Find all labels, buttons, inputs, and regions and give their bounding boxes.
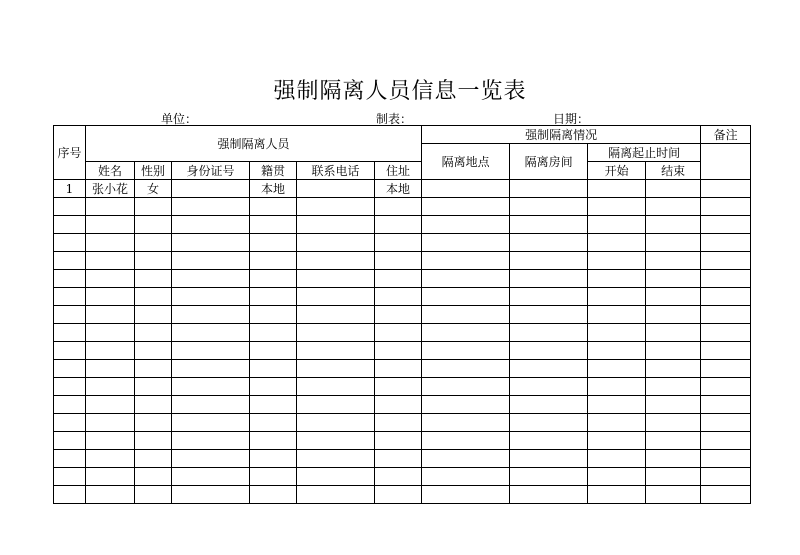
cell-isolation-place (422, 252, 510, 270)
cell-end (646, 378, 701, 396)
cell-native-place (250, 270, 297, 288)
cell-remarks (701, 378, 751, 396)
cell-id-number (172, 468, 250, 486)
table-row (54, 198, 751, 216)
cell-isolation-place (422, 270, 510, 288)
cell-start (588, 216, 646, 234)
cell-id-number (172, 324, 250, 342)
cell-isolation-place (422, 342, 510, 360)
cell-isolation-room (510, 378, 588, 396)
header-isolation-place: 隔离地点 (422, 144, 510, 180)
cell-name (86, 198, 135, 216)
cell-remarks (701, 432, 751, 450)
cell-gender (135, 324, 172, 342)
cell-seq (54, 324, 86, 342)
cell-isolation-room (510, 324, 588, 342)
cell-remarks (701, 216, 751, 234)
cell-id-number (172, 180, 250, 198)
header-remarks-blank (701, 144, 751, 180)
table-row (54, 468, 751, 486)
cell-native-place (250, 252, 297, 270)
table-row (54, 288, 751, 306)
cell-native-place: 本地 (250, 180, 297, 198)
table-row (54, 360, 751, 378)
header-start: 开始 (588, 162, 646, 180)
table-row (54, 486, 751, 504)
document-title: 强制隔离人员信息一览表 (273, 79, 527, 104)
cell-gender (135, 468, 172, 486)
cell-end (646, 450, 701, 468)
cell-start (588, 450, 646, 468)
cell-gender (135, 288, 172, 306)
cell-seq (54, 270, 86, 288)
cell-gender (135, 414, 172, 432)
cell-start (588, 234, 646, 252)
cell-end (646, 342, 701, 360)
cell-remarks (701, 198, 751, 216)
maker-label: 制表： (376, 112, 413, 126)
cell-isolation-room (510, 414, 588, 432)
cell-seq (54, 432, 86, 450)
cell-isolation-place (422, 180, 510, 198)
date-label: 日期： (553, 112, 590, 126)
cell-phone (297, 234, 375, 252)
header-name: 姓名 (86, 162, 135, 180)
cell-gender (135, 432, 172, 450)
cell-isolation-room (510, 252, 588, 270)
cell-isolation-place (422, 432, 510, 450)
cell-start (588, 360, 646, 378)
cell-isolation-room (510, 180, 588, 198)
cell-isolation-place (422, 378, 510, 396)
cell-address (375, 432, 422, 450)
cell-seq (54, 360, 86, 378)
cell-address (375, 342, 422, 360)
cell-name (86, 342, 135, 360)
cell-seq (54, 234, 86, 252)
cell-address (375, 270, 422, 288)
cell-remarks (701, 342, 751, 360)
cell-start (588, 432, 646, 450)
cell-gender (135, 486, 172, 504)
cell-name (86, 216, 135, 234)
cell-name (86, 396, 135, 414)
cell-start (588, 198, 646, 216)
cell-isolation-room (510, 270, 588, 288)
cell-phone (297, 378, 375, 396)
header-group-situation: 强制隔离情况 (422, 126, 701, 144)
cell-id-number (172, 288, 250, 306)
cell-seq (54, 468, 86, 486)
cell-native-place (250, 198, 297, 216)
cell-end (646, 468, 701, 486)
header-group-persons: 强制隔离人员 (86, 126, 422, 162)
cell-end (646, 234, 701, 252)
cell-isolation-place (422, 396, 510, 414)
cell-phone (297, 396, 375, 414)
header-phone: 联系电话 (297, 162, 375, 180)
cell-id-number (172, 378, 250, 396)
cell-name (86, 468, 135, 486)
cell-native-place (250, 234, 297, 252)
cell-isolation-room (510, 396, 588, 414)
cell-id-number (172, 234, 250, 252)
cell-remarks (701, 306, 751, 324)
cell-phone (297, 324, 375, 342)
cell-id-number (172, 360, 250, 378)
header-isolation-room: 隔离房间 (510, 144, 588, 180)
cell-end (646, 414, 701, 432)
cell-gender (135, 234, 172, 252)
table-row (54, 270, 751, 288)
table-row (54, 180, 751, 198)
cell-name (86, 234, 135, 252)
cell-isolation-place (422, 360, 510, 378)
cell-native-place (250, 414, 297, 432)
cell-name (86, 270, 135, 288)
cell-gender: 女 (135, 180, 172, 198)
cell-start (588, 468, 646, 486)
cell-address (375, 306, 422, 324)
cell-isolation-room (510, 450, 588, 468)
header-isolation-period: 隔离起止时间 (588, 144, 701, 162)
cell-start (588, 252, 646, 270)
cell-address (375, 486, 422, 504)
cell-phone (297, 432, 375, 450)
cell-name (86, 450, 135, 468)
cell-native-place (250, 306, 297, 324)
header-remarks: 备注 (701, 126, 751, 144)
cell-end (646, 306, 701, 324)
cell-isolation-room (510, 486, 588, 504)
cell-seq (54, 198, 86, 216)
cell-phone (297, 216, 375, 234)
cell-phone (297, 414, 375, 432)
cell-phone (297, 450, 375, 468)
cell-remarks (701, 252, 751, 270)
cell-end (646, 252, 701, 270)
cell-isolation-room (510, 216, 588, 234)
cell-address (375, 450, 422, 468)
cell-gender (135, 360, 172, 378)
cell-name (86, 486, 135, 504)
cell-seq (54, 396, 86, 414)
cell-name (86, 414, 135, 432)
cell-end (646, 360, 701, 378)
cell-seq (54, 486, 86, 504)
table-row (54, 342, 751, 360)
header-native-place: 籍贯 (250, 162, 297, 180)
cell-start (588, 378, 646, 396)
cell-native-place (250, 432, 297, 450)
cell-isolation-place (422, 450, 510, 468)
cell-start (588, 396, 646, 414)
cell-id-number (172, 450, 250, 468)
cell-remarks (701, 288, 751, 306)
cell-native-place (250, 486, 297, 504)
cell-seq (54, 252, 86, 270)
cell-native-place (250, 342, 297, 360)
table-row (54, 396, 751, 414)
cell-isolation-place (422, 216, 510, 234)
cell-isolation-place (422, 288, 510, 306)
cell-phone (297, 180, 375, 198)
cell-end (646, 324, 701, 342)
cell-name (86, 252, 135, 270)
cell-remarks (701, 468, 751, 486)
cell-remarks (701, 396, 751, 414)
cell-phone (297, 306, 375, 324)
table-body (54, 180, 751, 504)
cell-end (646, 432, 701, 450)
cell-end (646, 486, 701, 504)
cell-id-number (172, 342, 250, 360)
table-row (54, 252, 751, 270)
cell-start (588, 180, 646, 198)
cell-isolation-place (422, 234, 510, 252)
cell-end (646, 216, 701, 234)
cell-remarks (701, 270, 751, 288)
header-seq: 序号 (54, 126, 86, 180)
cell-start (588, 324, 646, 342)
cell-address (375, 414, 422, 432)
cell-native-place (250, 396, 297, 414)
cell-native-place (250, 450, 297, 468)
cell-id-number (172, 198, 250, 216)
cell-phone (297, 288, 375, 306)
cell-id-number (172, 216, 250, 234)
cell-isolation-room (510, 468, 588, 486)
cell-id-number (172, 432, 250, 450)
cell-start (588, 288, 646, 306)
cell-phone (297, 342, 375, 360)
cell-name: 张小花 (86, 180, 135, 198)
cell-gender (135, 378, 172, 396)
cell-seq (54, 450, 86, 468)
cell-address (375, 360, 422, 378)
cell-address (375, 234, 422, 252)
cell-address (375, 252, 422, 270)
table-row (54, 306, 751, 324)
cell-native-place (250, 216, 297, 234)
cell-remarks (701, 324, 751, 342)
header-end: 结束 (646, 162, 701, 180)
cell-native-place (250, 288, 297, 306)
cell-isolation-place (422, 198, 510, 216)
cell-gender (135, 396, 172, 414)
table-row (54, 324, 751, 342)
cell-start (588, 270, 646, 288)
cell-seq (54, 342, 86, 360)
cell-remarks (701, 180, 751, 198)
cell-address (375, 324, 422, 342)
cell-isolation-place (422, 324, 510, 342)
cell-phone (297, 468, 375, 486)
cell-isolation-place (422, 414, 510, 432)
cell-address (375, 198, 422, 216)
table-row (54, 216, 751, 234)
header-address: 住址 (375, 162, 422, 180)
cell-phone (297, 198, 375, 216)
cell-native-place (250, 324, 297, 342)
cell-start (588, 342, 646, 360)
cell-isolation-place (422, 468, 510, 486)
cell-gender (135, 270, 172, 288)
cell-seq (54, 414, 86, 432)
cell-remarks (701, 486, 751, 504)
cell-native-place (250, 360, 297, 378)
cell-remarks (701, 360, 751, 378)
cell-seq (54, 216, 86, 234)
cell-remarks (701, 450, 751, 468)
header-id-number: 身份证号 (172, 162, 250, 180)
cell-end (646, 270, 701, 288)
cell-id-number (172, 252, 250, 270)
cell-gender (135, 198, 172, 216)
cell-seq (54, 378, 86, 396)
cell-seq (54, 306, 86, 324)
cell-start (588, 414, 646, 432)
cell-seq: 1 (54, 180, 86, 198)
cell-phone (297, 360, 375, 378)
isolation-table (53, 125, 751, 504)
cell-name (86, 432, 135, 450)
cell-name (86, 324, 135, 342)
table-row (54, 450, 751, 468)
cell-gender (135, 342, 172, 360)
cell-id-number (172, 306, 250, 324)
cell-name (86, 288, 135, 306)
cell-isolation-room (510, 234, 588, 252)
cell-gender (135, 306, 172, 324)
cell-isolation-room (510, 360, 588, 378)
cell-remarks (701, 414, 751, 432)
unit-label: 单位： (161, 112, 198, 126)
cell-name (86, 378, 135, 396)
cell-address (375, 468, 422, 486)
cell-phone (297, 486, 375, 504)
cell-isolation-room (510, 288, 588, 306)
cell-address (375, 288, 422, 306)
table-row (54, 432, 751, 450)
cell-phone (297, 270, 375, 288)
cell-name (86, 306, 135, 324)
cell-gender (135, 216, 172, 234)
cell-isolation-room (510, 342, 588, 360)
cell-native-place (250, 468, 297, 486)
cell-isolation-room (510, 198, 588, 216)
cell-remarks (701, 234, 751, 252)
cell-gender (135, 252, 172, 270)
table-row (54, 378, 751, 396)
cell-end (646, 288, 701, 306)
cell-isolation-room (510, 432, 588, 450)
cell-address (375, 396, 422, 414)
cell-name (86, 360, 135, 378)
cell-start (588, 306, 646, 324)
cell-isolation-place (422, 486, 510, 504)
cell-address (375, 216, 422, 234)
cell-isolation-room (510, 306, 588, 324)
cell-address: 本地 (375, 180, 422, 198)
cell-seq (54, 288, 86, 306)
cell-end (646, 396, 701, 414)
header-gender: 性别 (135, 162, 172, 180)
cell-id-number (172, 486, 250, 504)
cell-isolation-place (422, 306, 510, 324)
cell-native-place (250, 378, 297, 396)
cell-address (375, 378, 422, 396)
cell-gender (135, 450, 172, 468)
cell-phone (297, 252, 375, 270)
cell-end (646, 180, 701, 198)
cell-start (588, 486, 646, 504)
cell-id-number (172, 270, 250, 288)
cell-id-number (172, 396, 250, 414)
cell-end (646, 198, 701, 216)
cell-id-number (172, 414, 250, 432)
table-row (54, 414, 751, 432)
table-row (54, 234, 751, 252)
